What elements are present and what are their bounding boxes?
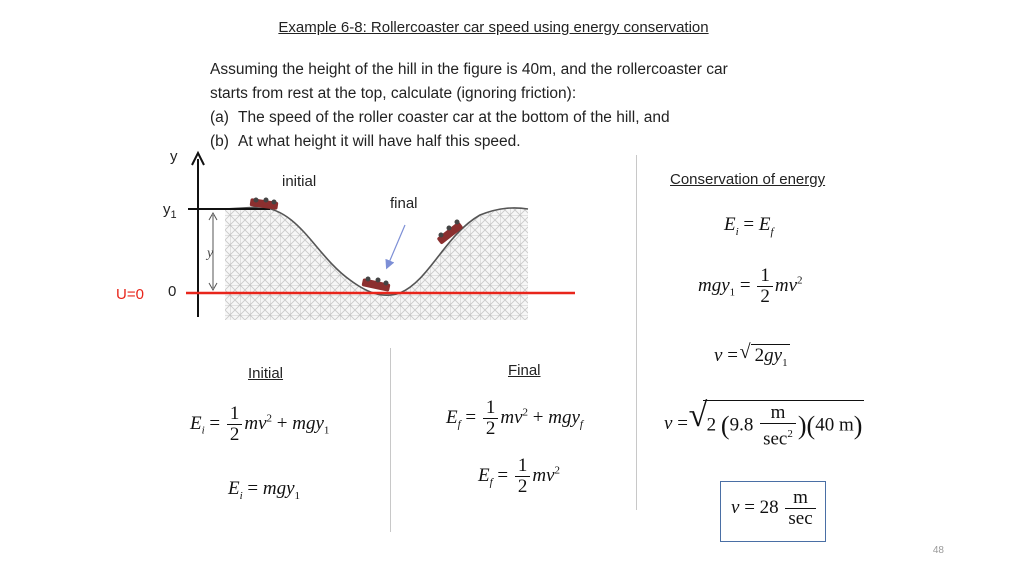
eq-mgy1-half-mv2: mgy$_1$ = $\frac{1}{2}$ $mv^2$ bbox=[698, 265, 803, 307]
u0-label: U=0 bbox=[116, 286, 144, 303]
conservation-header: Conservation of energy bbox=[670, 171, 826, 188]
problem-intro: Assuming the height of the hill in the figure is 40m, and the rollercoaster car bbox=[210, 61, 728, 78]
eq-v-numeric: v = √ 2 (9.8 $\frac{m}{\sec^2}$ )(40 m) bbox=[664, 397, 863, 450]
rollercoaster-figure bbox=[100, 145, 590, 330]
final-header: Final bbox=[508, 362, 541, 379]
eq-final-simplified: $E_f$ = $\frac{1}{2}$ $mv^2$ bbox=[478, 455, 561, 497]
problem-part-a bbox=[210, 106, 728, 130]
final-arrow bbox=[388, 225, 405, 265]
initial-header: Initial bbox=[248, 365, 284, 382]
page-number: 48 bbox=[932, 545, 944, 556]
eq-v-answer: v = 28 $\frac{m}{\sec}$ bbox=[731, 488, 818, 529]
y1-sub: 1 bbox=[170, 209, 177, 221]
eq-initial-simplified: $E_i = mgy_1$ bbox=[228, 478, 301, 502]
height-y-label: y bbox=[207, 246, 214, 261]
divider-right bbox=[636, 155, 637, 510]
part-b-tag: (b) bbox=[210, 133, 229, 150]
eq-ei-equals-ef: $E_i = E_f$ bbox=[724, 214, 774, 238]
zero-label: 0 bbox=[168, 283, 177, 300]
page-title: Example 6-8: Rollercoaster car speed using energy conservation bbox=[278, 19, 709, 36]
y1-label bbox=[163, 201, 177, 221]
eq-final-energy: $E_f$ = $\frac{1}{2}$ $mv^2 + mgy_f$ bbox=[446, 397, 583, 439]
part-a-text: The speed of the roller coaster car at the bottom of the hill, and bbox=[238, 109, 670, 126]
eq-v-sqrt-2gy1: v = √ $2gy_1$ bbox=[714, 341, 788, 369]
eq-initial-energy: $E_i$ = $\frac{1}{2}$ $mv^2 + mgy_1$ bbox=[190, 403, 330, 445]
y1-letter: y bbox=[163, 201, 171, 218]
part-b-text: At what height it will have half this speed. bbox=[238, 133, 521, 150]
problem-statement bbox=[210, 58, 728, 154]
problem-intro-2: starts from rest at the top, calculate (ignoring friction): bbox=[210, 85, 577, 102]
final-label: final bbox=[390, 195, 418, 212]
initial-label: initial bbox=[282, 173, 317, 190]
hill-lattice bbox=[225, 207, 528, 320]
divider-middle bbox=[390, 348, 391, 532]
part-a-tag: (a) bbox=[210, 109, 229, 126]
axis-y-label: y bbox=[170, 148, 178, 165]
